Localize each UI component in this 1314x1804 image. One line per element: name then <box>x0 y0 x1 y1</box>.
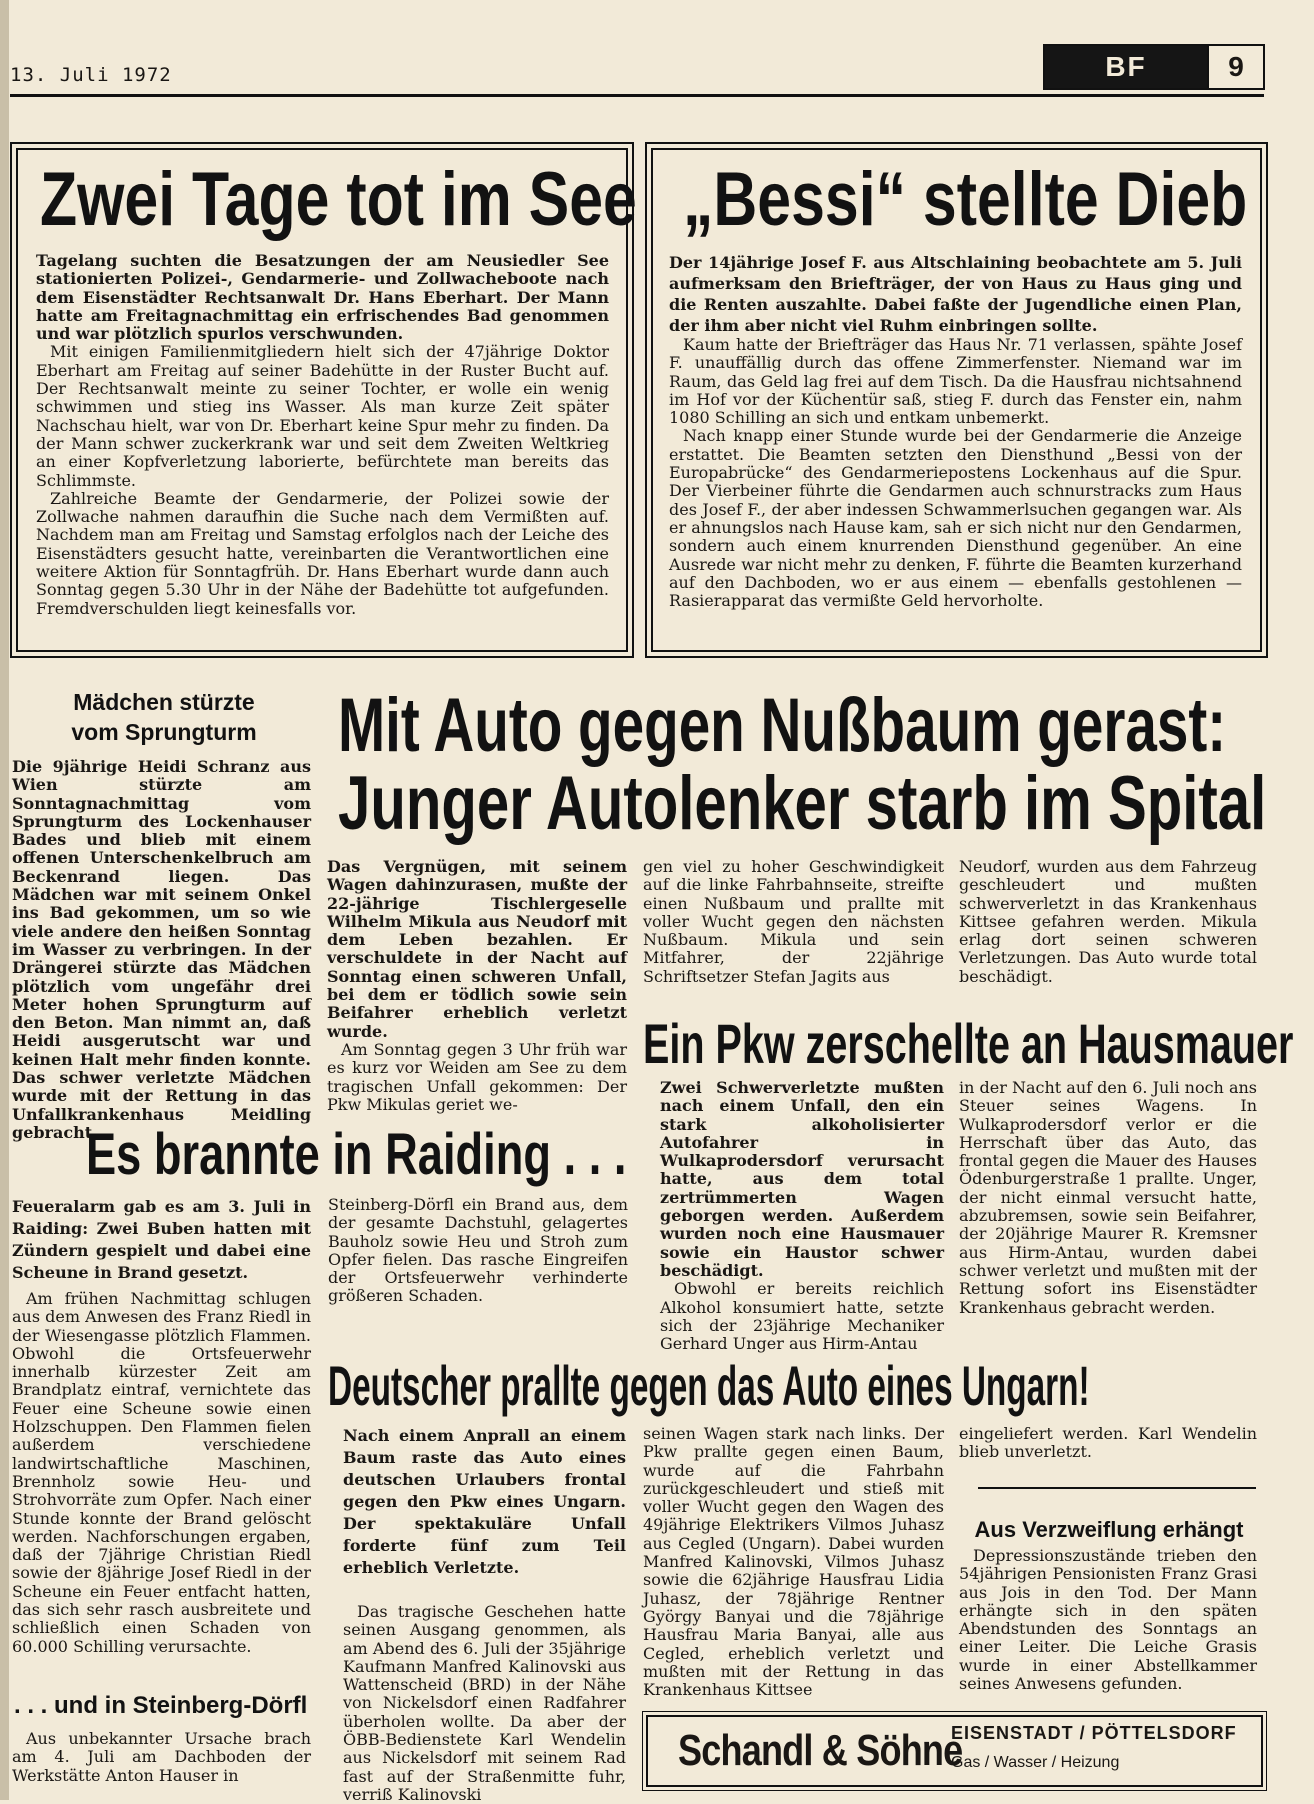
headline-zwei-tage: Zwei Tage tot im See <box>40 157 637 242</box>
headline-bessi: „Bessi“ stellte Dieb <box>683 157 1248 242</box>
article-verzweiflung-text <box>959 1547 1257 1693</box>
paragraph: in der Nacht auf den 6. Juli noch ans Steuer seines Wagens. In Wulkaprodersdorf verlor er die Herrschaft über das Auto, das frontal gegen die Mauer des Hauses Ödenburgerstraße 1 prallte. Unger, der nicht einmal versucht hatte, abzubremsen, sowie sein Beifahrer, der 20jährige Maurer R. Kremsner aus Hirm-Antau, wurden dabei schwer verletzt und mußten mit der Rettung sofort ins Eisenstädter Krankenhaus gebracht werden. <box>959 1078 1257 1317</box>
lead-bessi: Der 14jährige Josef F. aus Altschlaining beobachtete am 5. Juli aufmerksam den Briefträger, der von Haus zu Haus ging und die Renten auszahlte. Dabei faßte der Jugendliche einen Plan, der ihm aber nicht viel Ruhm einbringen sollte. <box>669 253 1242 335</box>
article-pkw-col-1 <box>660 1079 944 1353</box>
headline-line: Mädchen stürzte <box>73 689 255 715</box>
lead-zwei-tage: Tagelang suchten die Besatzungen der am Neusiedler See stationierten Polizei-, Gendarmerie- und Zollwacheboote nach dem Eisenstädter Rechtsanwalt Dr. Hans Eberhart. Der Mann hatte am Freitagnachmittag ein erfrischendes Bad genommen und war plötzlich spurlos verschwunden. <box>36 251 609 344</box>
advertisement-box <box>646 1715 1263 1787</box>
article-deutscher-col-1 <box>343 1425 626 1804</box>
paragraph: Aus unbekannter Ursache brach am 4. Juli am Dachboden der Werkstätte Anton Hauser in <box>12 1729 311 1785</box>
paragraph: Am frühen Nachmittag schlugen aus dem Anwesen des Franz Riedl in der Wiesengasse plötzlich Flammen. Obwohl die Ortsfeuerwehr innerhalb kürzester Zeit am Brandplatz eintraf, vernichtete das Feuer eine Scheune sowie einen Holzschuppen. Den Flammen fielen außerdem verschiedene landwirtschaftliche Maschinen, Brennholz sowie Heu- und Strohvorräte zum Opfer. Nach einer Stunde konnte der Brand gelöscht werden. Nachforschungen ergaben, daß der 7jährige Christian Riedl sowie der 8jährige Josef Riedl in der Scheune ein Feuer entfacht hatten, das sich sehr rasch ausbreitete und schließlich einen Schaden von 60.000 Schilling verursachte. <box>12 1289 311 1656</box>
page-binding-edge <box>0 0 9 1800</box>
page-label-box <box>1043 44 1265 90</box>
article-nussbaum-col-3 <box>959 858 1257 986</box>
paragraph: Das tragische Geschehen hatte seinen Ausgang genommen, als am Abend des 6. Juli der 35jährige Kaufmann Manfred Kalinovski aus Wattenscheid (BRD) in der Nähe von Nickelsdorf einen Radfahrer überholen wollte. Da aber der ÖBB-Bedienstete Karl Wendelin aus Nickelsdorf mit seinem Rad fast auf der Straßenmitte fuhr, verriß Kalinovski <box>343 1602 626 1804</box>
paragraph: eingeliefert werden. Karl Wendelin blieb unverletzt. <box>959 1424 1257 1462</box>
lead-maedchen: Die 9jährige Heidi Schranz aus Wien stürzte am Sonntagnachmittag vom Sprungturm des Lockenhauser Bades und blieb mit einem offenen Unterschenkelbruch am Beckenrand liegen. Das Mädchen war mit seinem Onkel ins Bad gekommen, um so wie viele andere den heißen Sonntag im Wasser zu verbringen. In der Drängerei stürzte das Mädchen plötzlich vom ungefähr drei Meter hohen Sprungturm auf den Beton. Man nimmt an, daß Heidi ausgerutscht war und keinen Halt mehr finden konnte. Das schwer verletzte Mädchen wurde mit der Rettung in das Unfallkrankenhaus Meidling gebracht. <box>12 757 311 1142</box>
headline-pkw: Ein Pkw zerschellte an Hausmauer <box>643 1012 1294 1075</box>
paragraph: Steinberg-Dörfl ein Brand aus, dem der gesamte Dachstuhl, gelagertes Bauholz sowie Heu und Stroh zum Opfer fielen. Das rasche Eingreifen der Ortsfeuerwehr verhinderte größeren Schaden. <box>328 1195 628 1306</box>
headline-deutscher: Deutscher prallte gegen das Auto eines Ungarn! <box>328 1354 1090 1417</box>
ad-brand-name: Schandl & Söhne <box>678 1726 963 1775</box>
paragraph: Neudorf, wurden aus dem Fahrzeug geschleudert und mußten schwerverletzt in das Krankenhaus Kittsee gefahren werden. Mikula erlag dort seinen schweren Verletzungen. Das Auto wurde total beschädigt. <box>959 857 1257 986</box>
lead-raiding: Feueralarm gab es am 3. Juli in Raiding: Zwei Buben hatten mit Zündern gespielt und dabei eine Scheune in Brand gesetzt. <box>12 1197 311 1282</box>
article-steinberg-text <box>12 1730 311 1785</box>
lead-pkw: Zwei Schwerverletzte mußten nach einem Unfall, den ein stark alkoholisierter Autofahrer in Wulkaprodersdorf verursacht hatte, aus dem total zertrümmerten Wagen geborgen werden. Außerdem wurden noch eine Hausmauer sowie ein Haustor schwer beschädigt. <box>660 1078 944 1280</box>
article-bessi-text <box>669 252 1242 610</box>
lead-deutscher: Nach einem Anprall an einem Baum raste das Auto eines deutschen Urlaubers frontal gegen den Pkw eines Ungarn. Der spektakuläre Unfall forderte fünf zum Teil erheblich Verletzte. <box>343 1426 626 1577</box>
article-nussbaum-col-2 <box>643 858 944 986</box>
headline-steinberg: . . . und in Steinberg-Dörfl <box>14 1692 308 1719</box>
header-rule <box>10 94 1264 97</box>
article-deutscher-col-2 <box>643 1425 944 1699</box>
article-nussbaum-col-1 <box>327 858 627 1114</box>
headline-raiding: Es brannte in Raiding . . . <box>86 1122 627 1187</box>
ad-locations: EISENSTADT / PÖTTELSDORF <box>951 1723 1237 1743</box>
article-zwei-tage-text <box>36 252 609 618</box>
newspaper-abbreviation: BF <box>1045 46 1207 88</box>
lead-nussbaum: Das Vergnügen, mit seinem Wagen dahinzurasen, mußte der 22-jährige Tischlergeselle Wilhelm Mikula aus Neudorf mit dem Leben bezahlen. Er verschuldete in der Nacht auf Sonntag einen schweren Unfall, bei dem er tödlich sowie sein Beifahrer erheblich verletzt wurde. <box>327 857 627 1041</box>
article-maedchen-text <box>12 758 311 1142</box>
paragraph: Kaum hatte der Briefträger das Haus Nr. 71 verlassen, spähte Josef F. unauffällig durch das offene Zimmerfenster. Niemand war im Raum, das Geld lag frei auf dem Tisch. Da die Hausfrau nichtsahnend im Hof vor der Küchentür saß, stieg F. durch das Fenster ein, nahm 1080 Schilling an sich und entkam unbemerkt. <box>669 335 1242 428</box>
page-number: 9 <box>1207 46 1263 88</box>
paragraph: Zahlreiche Beamte der Gendarmerie, der Polizei sowie der Zollwache nahmen daraufhin die Suche nach dem Vermißten auf. Nachdem man am Freitag und Samstag erfolglos nach der Leiche des Eisenstädters gesucht hatte, vereinbarten die Verantwortlichen eine weitere Aktion für Sonntagfrüh. Dr. Hans Eberhart wurde dann auch Sonntag gegen 5.30 Uhr in der Nähe der Badehütte tot aufgefunden. Fremdverschulden liegt keinesfalls vor. <box>36 488 609 618</box>
paragraph: seinen Wagen stark nach links. Der Pkw prallte gegen einen Baum, wurde auf die Fahrbahn zurückgeschleudert und stieß mit voller Wucht gegen den Wagen des 49jährige Elektrikers Vilmos Juhasz aus Cegled (Ungarn). Dabei wurden Manfred Kalinovski, Vilmos Juhasz sowie die 62jährige Hausfrau Lidia Juhasz, der 78jährige Rentner György Banyai und die 78jährige Hausfrau Maria Banyai, alle aus Cegled, erheblich verletzt und mußten mit der Rettung in das Krankenhaus Kittsee <box>643 1424 944 1700</box>
issue-date: 13. Juli 1972 <box>10 64 172 86</box>
article-raiding-col-2 <box>328 1196 628 1306</box>
ad-info <box>951 1723 1237 1772</box>
paragraph: Am Sonntag gegen 3 Uhr früh war es kurz vor Weiden am See zu dem tragischen Unfall gekommen: Der Pkw Mikulas geriet we- <box>327 1039 627 1114</box>
headline-maedchen <box>14 688 314 748</box>
headline-nussbaum-line-1: Mit Auto gegen Nußbaum gerast: <box>338 683 1227 768</box>
column-separator <box>978 1487 1256 1489</box>
headline-verzweiflung: Aus Verzweiflung erhängt <box>974 1517 1244 1542</box>
headline-line: vom Sprungturm <box>71 718 257 745</box>
paragraph: gen viel zu hoher Geschwindigkeit auf die linke Fahrbahnseite, streifte einen Nußbaum und prallte mit voller Wucht gegen den nächsten Nußbaum. Mikula und sein Mitfahrer, der 22jährige Schriftsetzer Stefan Jagits aus <box>643 857 944 986</box>
headline-nussbaum-line-2: Junger Autolenker starb im Spital <box>338 761 1267 846</box>
article-pkw-col-2 <box>959 1079 1257 1317</box>
paragraph: Mit einigen Familienmitgliedern hielt sich der 47jährige Doktor Eberhart am Freitag auf seiner Badehütte in der Ruster Bucht auf. Der Rechtsanwalt meinte zu seiner Tochter, er wolle ein wenig schwimmen und stieg ins Wasser. Als man kurze Zeit später Nachschau hielt, war von Dr. Eberhart keine Spur mehr zu finden. Da der Mann schwer zuckerkrank war und seit dem Zweiten Weltkrieg an einer Kopfverletzung laborierte, befürchtete man bereits das Schlimmste. <box>36 342 609 490</box>
article-raiding-col-1 <box>12 1196 311 1656</box>
article-deutscher-col-3 <box>959 1425 1257 1462</box>
ad-trades: Gas / Wasser / Heizung <box>951 1754 1120 1771</box>
paragraph: Obwohl er bereits reichlich Alkohol konsumiert hatte, setzte sich der 23jährige Mechaniker Gerhard Unger aus Hirm-Antau <box>660 1279 944 1354</box>
paragraph: Depressionszustände trieben den 54jährigen Pensionisten Franz Grasi aus Jois in den Tod. Der Mann erhängte sich in den späten Abendstunden des Sonntags an einer Leiter. Die Leiche Grasis wurde in einer Abstellkammer seines Anwesens gefunden. <box>959 1546 1257 1694</box>
paragraph: Nach knapp einer Stunde wurde bei der Gendarmerie die Anzeige erstattet. Die Beamten setzten den Diensthund „Bessi von der Europabrücke“ des Gendarmeriepostens Lockenhaus auf die Spur. Der Vierbeiner führte die Gendarmen auch schnurstracks zum Haus des Josef F., der aber indessen Schwammerlsuchen gegangen war. Als er ahnungslos nach Hause kam, sah er sich nicht nur den Gendarmen, sondern auch einem knurrenden Diensthund gegenüber. An eine Ausrede war nicht mehr zu denken, F. führte die Beamten kurzerhand auf den Dachboden, wo er aus einem — ebenfalls gestohlenen — Rasierapparat das vermißte Geld hervorholte. <box>669 426 1242 611</box>
